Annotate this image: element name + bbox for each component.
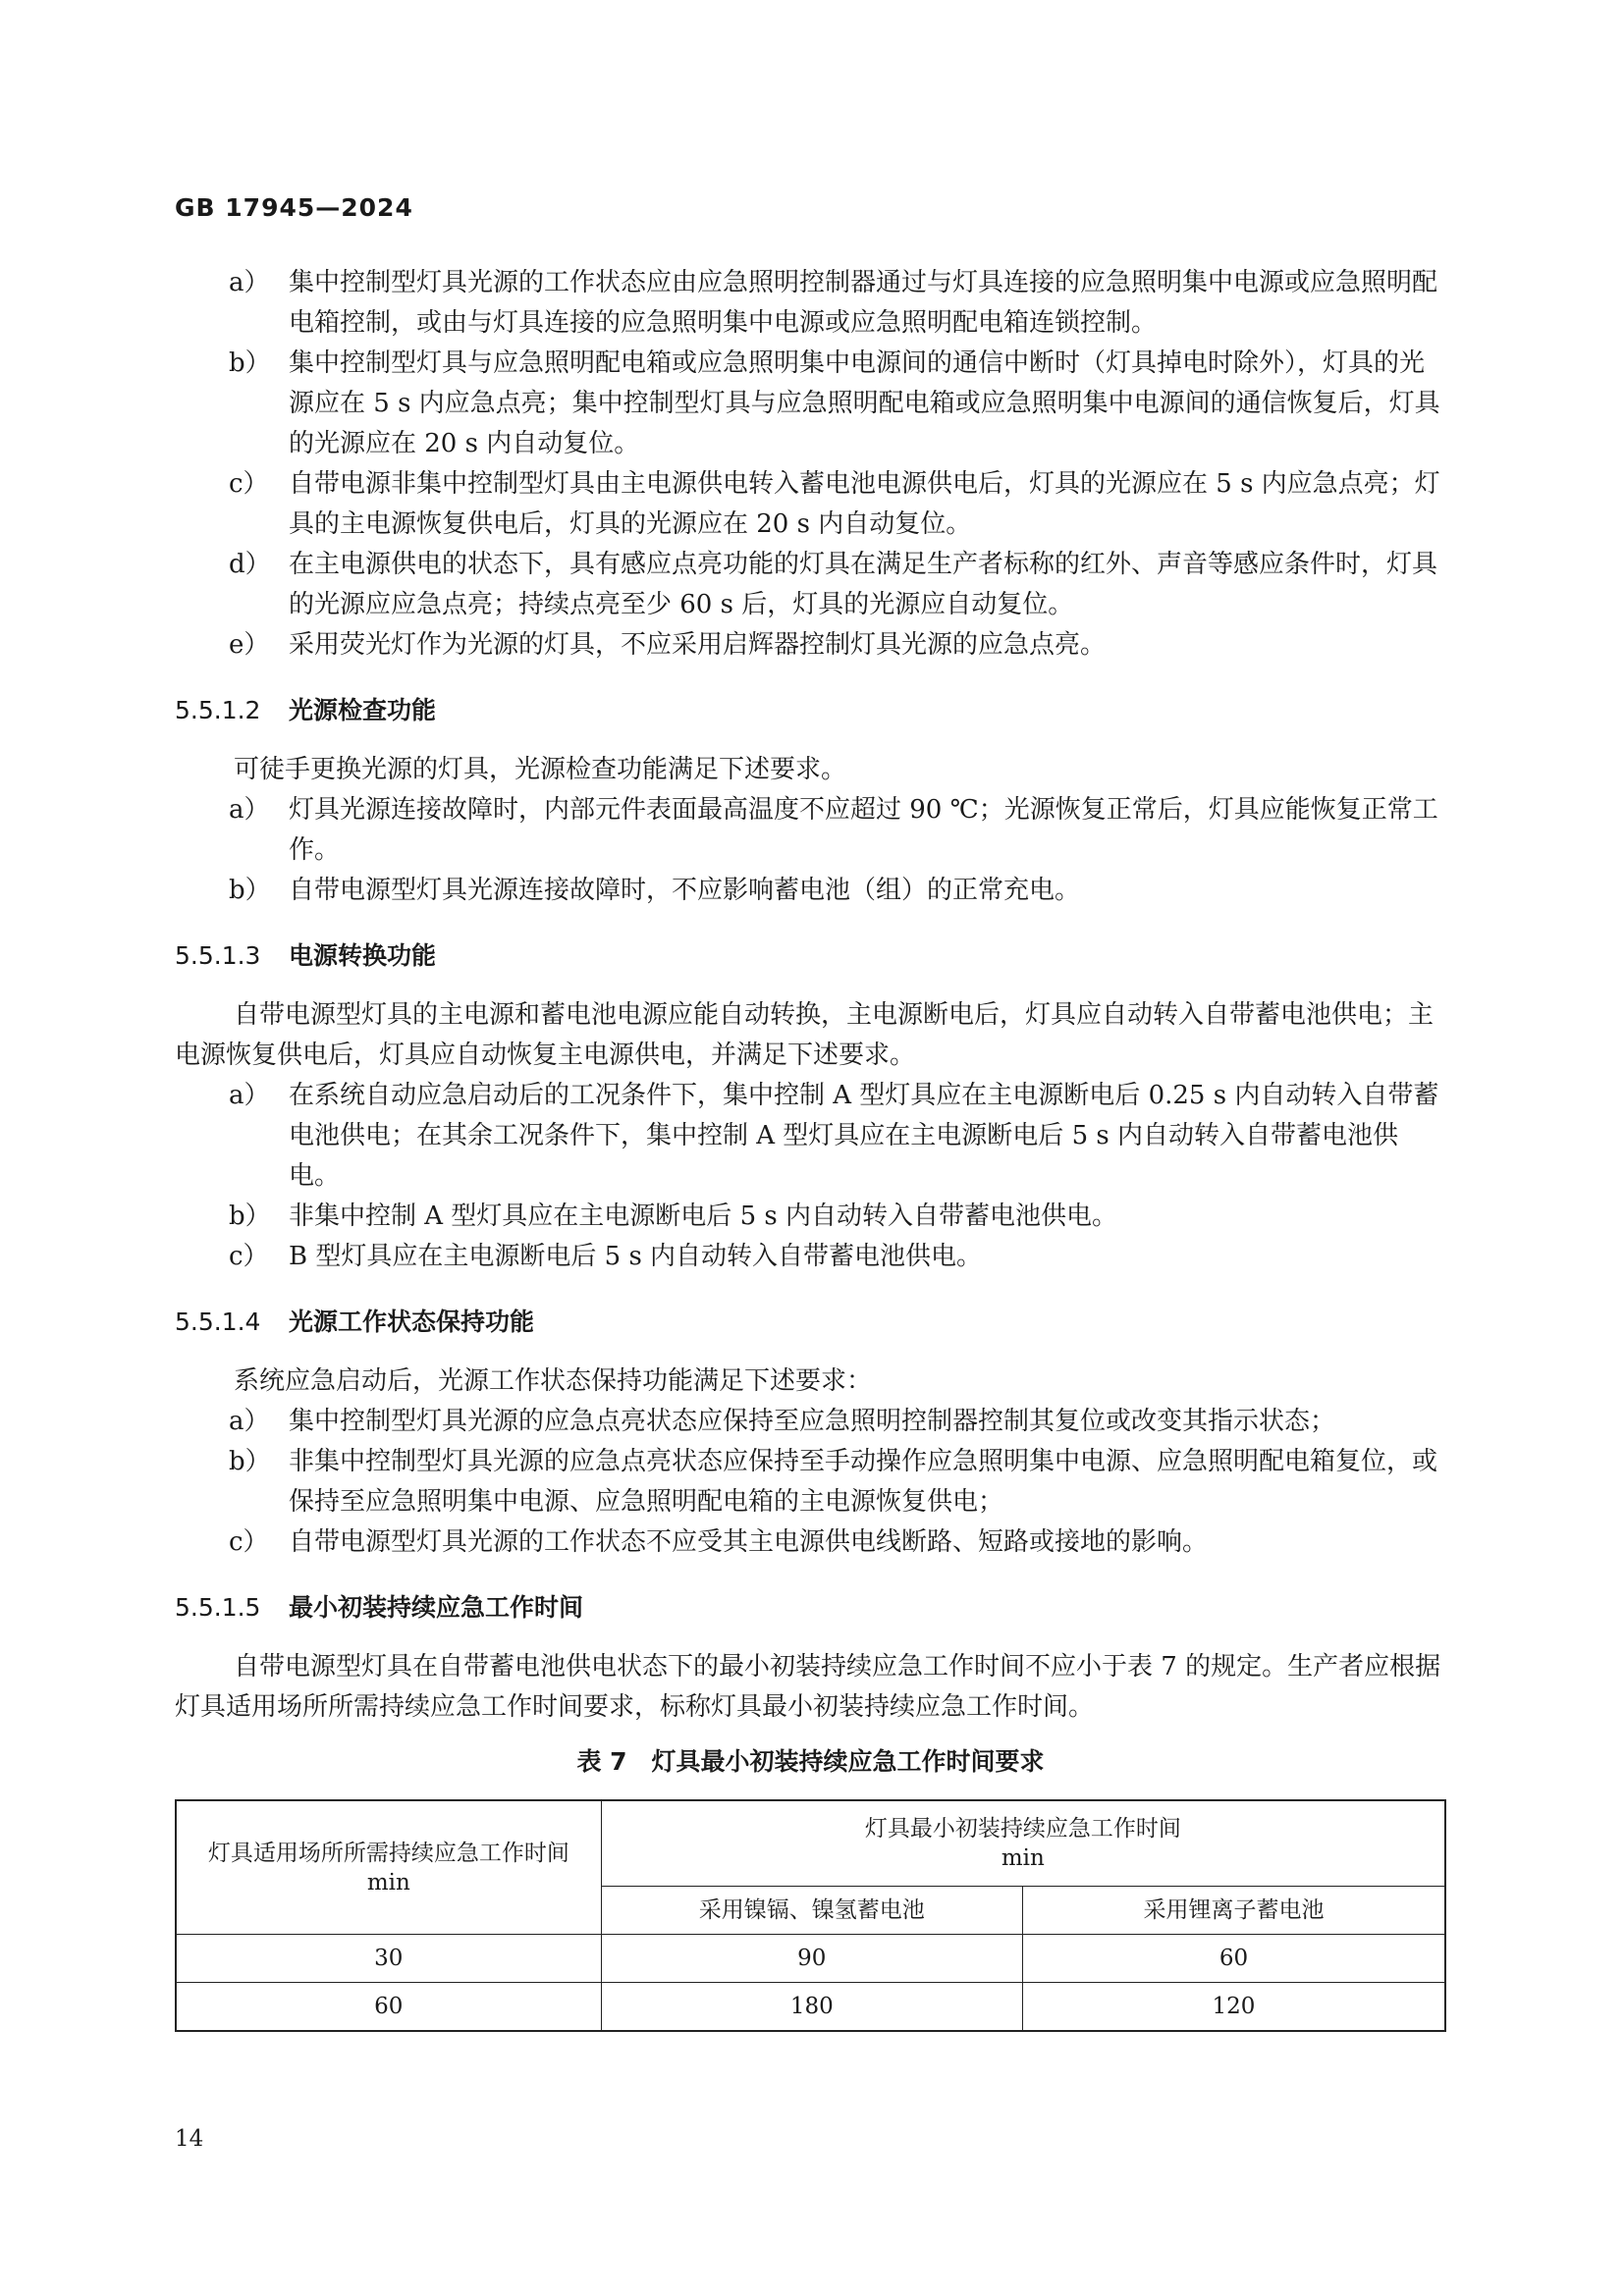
table-cell: 60 bbox=[1022, 1935, 1445, 1983]
list-item bbox=[175, 871, 1446, 911]
page-content bbox=[175, 263, 1446, 2032]
item-label: c） bbox=[229, 1527, 269, 1557]
duration-requirements-table bbox=[175, 1799, 1446, 2032]
clause-title: 光源工作状态保持功能 bbox=[289, 1308, 535, 1336]
clause-title: 光源检查功能 bbox=[289, 696, 437, 724]
list-item bbox=[175, 344, 1446, 464]
col1-header-text: 灯具适用场所所需持续应急工作时间 bbox=[207, 1840, 569, 1866]
clause-intro: 自带电源型灯具的主电源和蓄电池电源应能自动转换，主电源断电后，灯具应自动转入自带蓄电池供电；主电源恢复供电后，灯具应自动恢复主电源供电，并满足下述要求。 bbox=[175, 1000, 1435, 1070]
item-label: c） bbox=[229, 1242, 269, 1271]
item-text: 采用荧光灯作为光源的灯具，不应采用启辉器控制灯具光源的应急点亮。 bbox=[289, 630, 1107, 660]
item-text: 集中控制型灯具光源的工作状态应由应急照明控制器通过与灯具连接的应急照明集中电源或应急照明配电箱控制，或由与灯具连接的应急照明集中电源或应急照明配电箱连锁控制。 bbox=[289, 268, 1438, 338]
list-item bbox=[175, 1237, 1446, 1277]
list-item bbox=[175, 1522, 1446, 1563]
list-item bbox=[175, 263, 1446, 344]
table-title: 表 7 灯具最小初装持续应急工作时间要求 bbox=[576, 1747, 1045, 1776]
item-text: 在系统自动应急启动后的工况条件下，集中控制 A 型灯具应在主电源断电后 0.25 s 内自动转入自带蓄电池供电；在其余工况条件下，集中控制 A 型灯具应在主电源断电后 5 s 内自动转入自带蓄电池供电。 bbox=[289, 1081, 1439, 1191]
item-label: b） bbox=[229, 1447, 271, 1476]
item-label: e） bbox=[229, 630, 270, 660]
table-cell: 60 bbox=[176, 1983, 601, 2032]
clause-number: 5.5.1.2 bbox=[175, 696, 261, 724]
standard-number-header: GB 17945—2024 bbox=[175, 193, 413, 222]
list-item bbox=[175, 1197, 1446, 1237]
clause-intro: 可徒手更换光源的灯具，光源检查功能满足下述要求。 bbox=[234, 755, 847, 784]
clause-title: 电源转换功能 bbox=[289, 941, 437, 970]
item-text: 在主电源供电的状态下，具有感应点亮功能的灯具在满足生产者标称的红外、声音等感应条件时，灯具的光源应应急点亮；持续点亮至少 60 s 后，灯具的光源应自动复位。 bbox=[289, 550, 1438, 619]
clause-heading-5514 bbox=[175, 1302, 1446, 1342]
group-header-text: 灯具最小初装持续应急工作时间 bbox=[864, 1816, 1181, 1842]
item-label: a） bbox=[229, 1081, 270, 1110]
item-text: 集中控制型灯具与应急照明配电箱或应急照明集中电源间的通信中断时（灯具掉电时除外），灯具的光源应在 5 s 内应急点亮；集中控制型灯具与应急照明配电箱或应急照明集中电源间的通信恢复后，灯具的光源应在 20 s 内自动复位。 bbox=[289, 348, 1440, 458]
clause-title: 最小初装持续应急工作时间 bbox=[289, 1593, 584, 1622]
list-item bbox=[175, 1402, 1446, 1442]
item-label: b） bbox=[229, 1201, 271, 1231]
clause-intro: 自带电源型灯具在自带蓄电池供电状态下的最小初装持续应急工作时间不应小于表 7 的规定。生产者应根据灯具适用场所所需持续应急工作时间要求，标称灯具最小初装持续应急工作时间。 bbox=[175, 1652, 1441, 1722]
table-header-cell: 采用镍镉、镍氢蓄电池 bbox=[601, 1887, 1022, 1935]
item-text: 灯具光源连接故障时，内部元件表面最高温度不应超过 90 ℃；光源恢复正常后，灯具应能恢复正常工作。 bbox=[289, 795, 1438, 865]
item-label: a） bbox=[229, 1407, 270, 1436]
table-header-row bbox=[176, 1800, 1445, 1887]
table-row bbox=[176, 1935, 1445, 1983]
item-label: c） bbox=[229, 469, 269, 499]
table-header-cell: 采用锂离子蓄电池 bbox=[1022, 1887, 1445, 1935]
item-label: a） bbox=[229, 268, 270, 297]
table-cell: 90 bbox=[601, 1935, 1022, 1983]
clause-number: 5.5.1.4 bbox=[175, 1308, 261, 1336]
item-label: b） bbox=[229, 348, 271, 378]
list-item bbox=[175, 625, 1446, 666]
clause-heading-5513 bbox=[175, 935, 1446, 976]
clause-number: 5.5.1.3 bbox=[175, 941, 261, 970]
emergency-lighting-list bbox=[175, 263, 1446, 666]
clause-heading-5515 bbox=[175, 1587, 1446, 1628]
item-text: B 型灯具应在主电源断电后 5 s 内自动转入自带蓄电池供电。 bbox=[289, 1242, 983, 1271]
item-text: 非集中控制型灯具光源的应急点亮状态应保持至手动操作应急照明集中电源、应急照明配电箱复位，或保持至应急照明集中电源、应急照明配电箱的主电源恢复供电； bbox=[289, 1447, 1438, 1517]
item-text: 自带电源型灯具光源的工作状态不应受其主电源供电线断路、短路或接地的影响。 bbox=[289, 1527, 1209, 1557]
clause-heading-5512 bbox=[175, 690, 1446, 730]
table-row bbox=[176, 1983, 1445, 2032]
item-text: 非集中控制 A 型灯具应在主电源断电后 5 s 内自动转入自带蓄电池供电。 bbox=[289, 1201, 1117, 1231]
clause-number: 5.5.1.5 bbox=[175, 1593, 261, 1622]
item-text: 集中控制型灯具光源的应急点亮状态应保持至应急照明控制器控制其复位或改变其指示状态； bbox=[289, 1407, 1336, 1436]
table-cell: 180 bbox=[601, 1983, 1022, 2032]
clause-intro: 系统应急启动后，光源工作状态保持功能满足下述要求： bbox=[234, 1366, 873, 1396]
item-text: 自带电源非集中控制型灯具由主电源供电转入蓄电池电源供电后，灯具的光源应在 5 s 内应急点亮；灯具的主电源恢复供电后，灯具的光源应在 20 s 内自动复位。 bbox=[289, 469, 1440, 539]
list-item bbox=[175, 790, 1446, 871]
group-header-unit: min bbox=[1001, 1845, 1045, 1871]
item-label: d） bbox=[229, 550, 271, 579]
list-item bbox=[175, 545, 1446, 625]
item-label: b） bbox=[229, 876, 271, 905]
col1-header-unit: min bbox=[366, 1869, 410, 1896]
list-item bbox=[175, 464, 1446, 545]
page-number: 14 bbox=[175, 2126, 204, 2152]
table-header-cell bbox=[176, 1800, 601, 1935]
item-text: 自带电源型灯具光源连接故障时，不应影响蓄电池（组）的正常充电。 bbox=[289, 876, 1081, 905]
table-cell: 120 bbox=[1022, 1983, 1445, 2032]
list-item bbox=[175, 1442, 1446, 1522]
list-item bbox=[175, 1076, 1446, 1197]
table-header-cell bbox=[601, 1800, 1445, 1887]
item-label: a） bbox=[229, 795, 270, 825]
table-cell: 30 bbox=[176, 1935, 601, 1983]
